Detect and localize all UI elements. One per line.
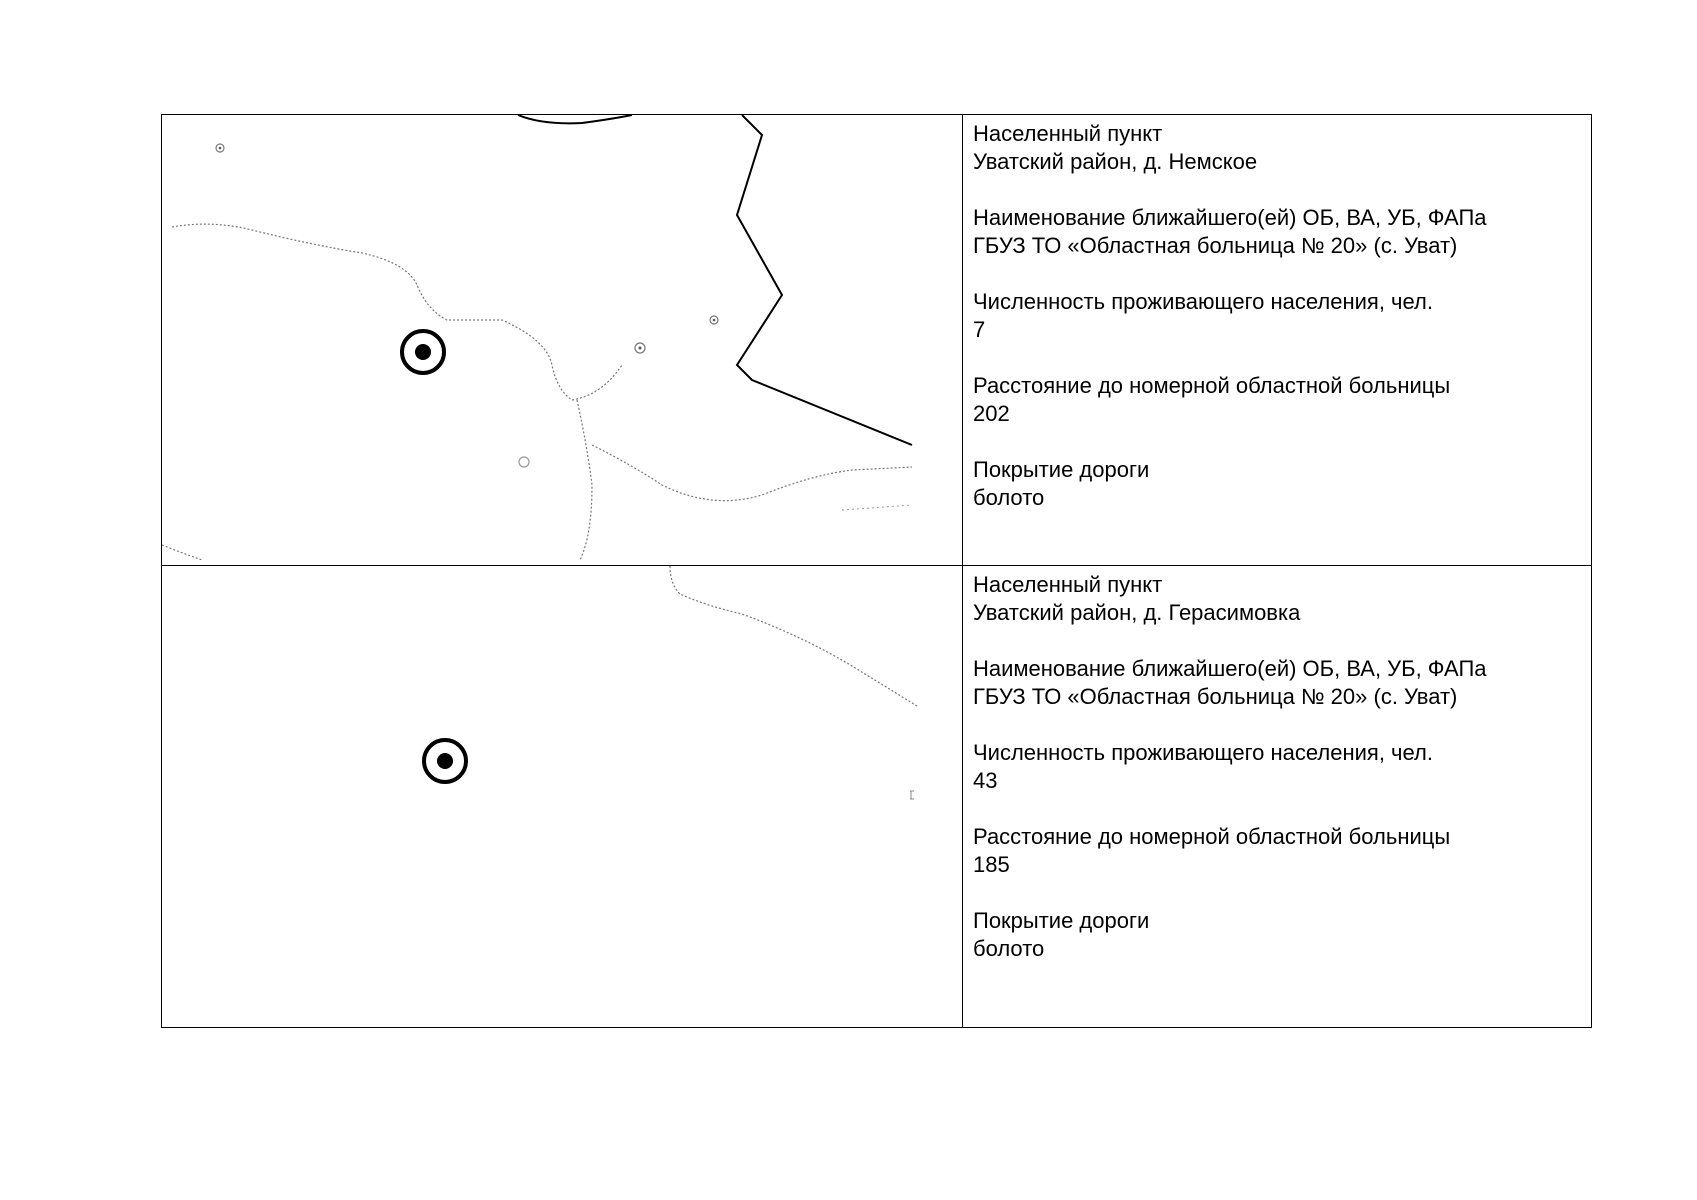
info-block-distance [973,372,1591,428]
info-block-settlement [973,571,1591,627]
field-value: 185 [973,852,1010,877]
small-settlement-icon [519,457,529,467]
table-row [162,566,1592,1028]
field-label: Покрытие дороги [973,908,1150,933]
field-value: 7 [973,317,986,342]
small-settlement-icon [710,316,718,324]
info-block-nearest-facility [973,655,1591,711]
district-boundary-line [737,115,912,445]
field-label: Наименование ближайшего(ей) ОБ, ВА, УБ, ФАПа [973,205,1487,230]
field-label: Населенный пункт [973,121,1163,146]
field-value: 43 [973,768,998,793]
small-settlement-icon [216,144,224,152]
settlement-marker-icon [424,740,466,782]
settlements-table [161,114,1592,1028]
river-line [670,566,917,706]
map-symbol-mark [910,791,914,799]
field-label: Населенный пункт [973,572,1163,597]
river-line [592,445,912,501]
info-block-population [973,739,1591,795]
table-row [162,115,1592,566]
field-value: ГБУЗ ТО «Областная больница № 20» (с. Уват) [973,233,1458,258]
field-value: Уватский район, д. Немское [973,149,1258,174]
field-label: Наименование ближайшего(ей) ОБ, ВА, УБ, ФАПа [973,656,1487,681]
field-label: Численность проживающего населения, чел. [973,740,1433,765]
field-label: Расстояние до номерной областной больницы [973,373,1451,398]
river-line [162,545,202,560]
field-value: болото [973,485,1045,510]
field-value: 202 [973,401,1010,426]
river-line [842,505,912,510]
field-value: болото [973,936,1045,961]
info-block-population [973,288,1591,344]
field-label: Расстояние до номерной областной больницы [973,824,1451,849]
river-line [172,224,622,400]
info-block-nearest-facility [973,204,1591,260]
map-fragment [162,115,962,560]
map-cell [162,115,963,566]
info-cell [963,566,1592,1028]
settlement-marker-icon [402,331,444,373]
info-block-road-surface [973,907,1591,963]
map-fragment [162,566,962,1022]
info-block-road-surface [973,456,1591,512]
field-value: Уватский район, д. Герасимовка [973,600,1301,625]
field-value: ГБУЗ ТО «Областная больница № 20» (с. Уват) [973,684,1458,709]
district-boundary-line [518,115,632,123]
info-block-distance [973,823,1591,879]
field-label: Покрытие дороги [973,457,1150,482]
field-label: Численность проживающего населения, чел. [973,289,1433,314]
small-settlement-icon [635,343,645,353]
info-cell [963,115,1592,566]
info-block-settlement [973,120,1591,176]
map-cell [162,566,963,1028]
river-line [577,400,592,560]
